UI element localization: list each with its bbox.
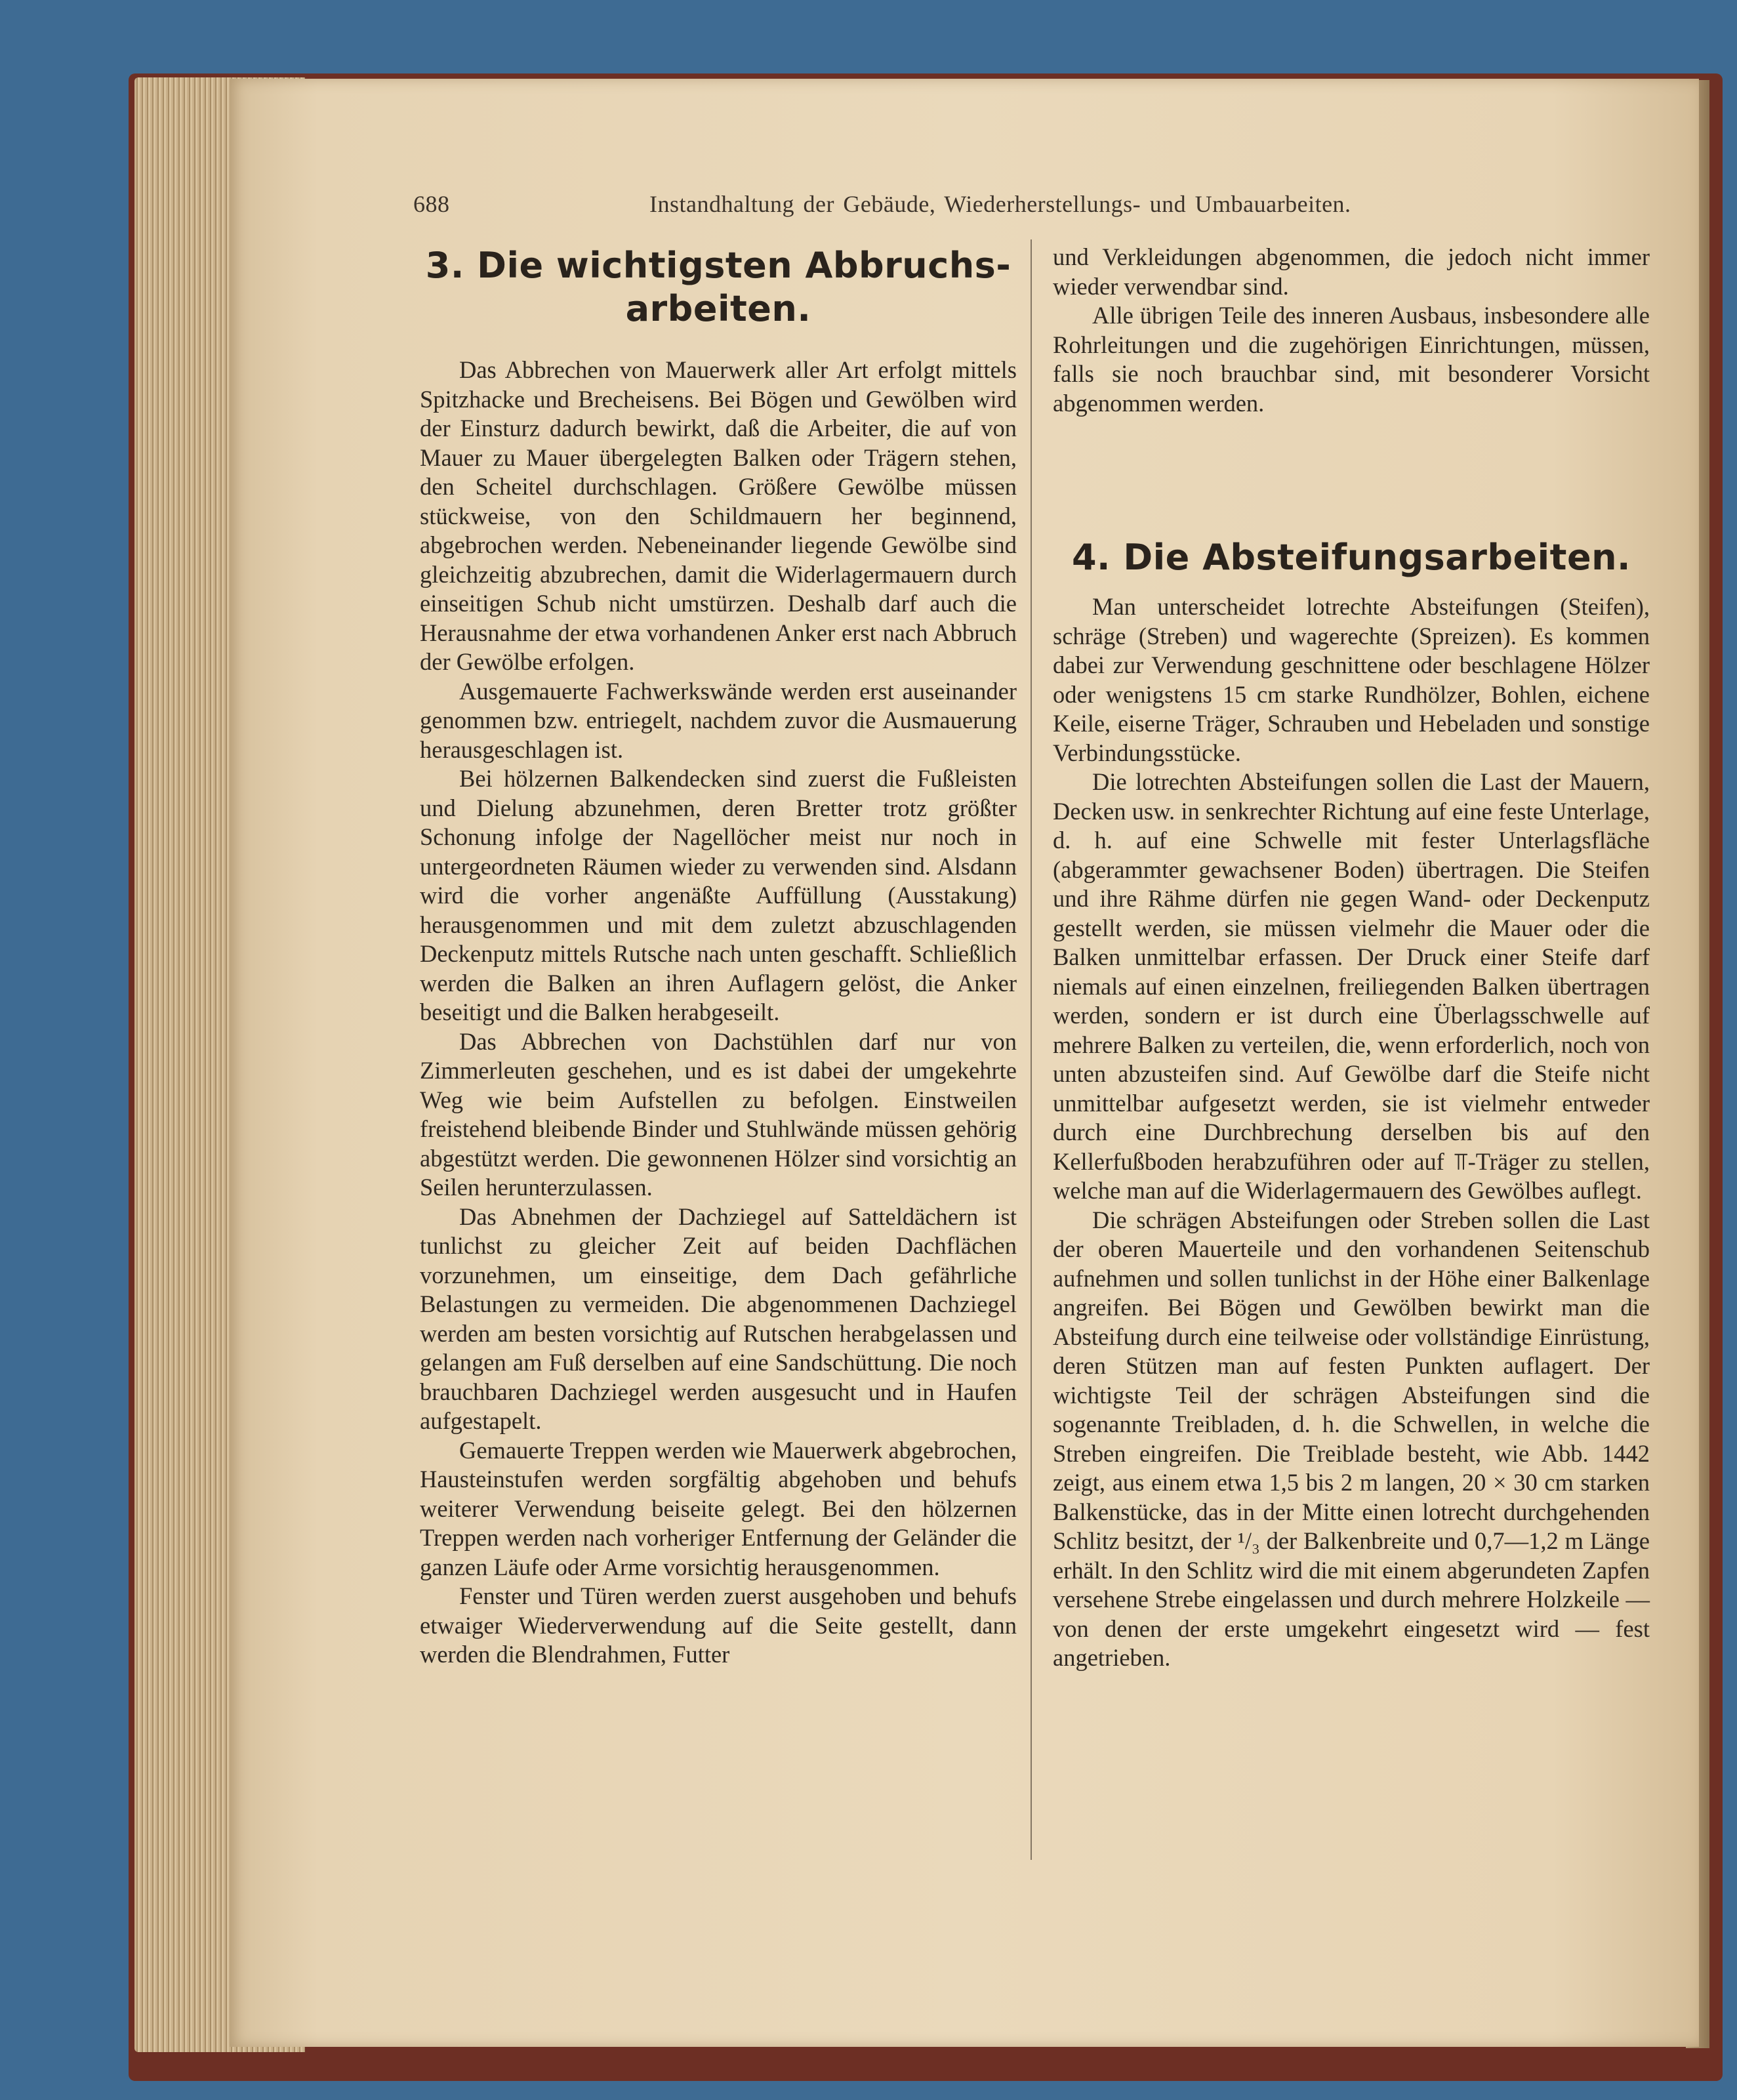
page-number: 688 — [413, 191, 450, 217]
paragraph: Die lotrechten Absteifungen sollen die Last der Mauern, Decken usw. in senkrechter Richtung auf eine feste Unterlage, d. h. auf eine Schwelle mit fester Unterlagsfläche (abgerammter gewachsener Boden) übertragen. Die Steifen und ihre Rähme dürfen nie gegen Wand- oder Deckenputz gestellt werden, sie müssen vielmehr die Mauer oder die Balken unmittelbar erfassen. Der Druck einer Steife darf niemals auf einen einzelnen, freiliegenden Balken übertragen werden, sondern er ist durch eine Überlagsschwelle auf mehrere Balken zu verteilen, die, wenn erforderlich, noch von unten abzusteifen sind. Auf Gewölbe darf die Steife nicht unmittelbar aufgesetzt werden, sie ist vielmehr entweder durch eine Durchbrechung derselben bis auf den Kellerfußboden herabzuführen oder auf ⫪-Träger zu stellen, welche man auf die Widerlagermauern des Gewölbes auflegt. — [1053, 768, 1650, 1204]
paragraph: Fenster und Türen werden zuerst ausgehoben und behufs etwaiger Wiederverwendung auf die Seite gestellt, dann werden die Blendrahmen, Futter — [420, 1582, 1017, 1668]
paragraph: Man unterscheidet lotrechte Absteifungen (Steifen), schräge (Streben) und wagerechte (Spreizen). Es kommen dabei zur Verwendung geschnittene oder beschlagene Hölzer oder wenigstens 15 cm starke Rundhölzer, Bohlen, eichene Keile, eiserne Träger, Schrauben und Hebeladen und sonstige Verbindungsstücke. — [1053, 593, 1650, 766]
paragraph: Das Abbrechen von Dachstühlen darf nur von Zimmerleuten geschehen, und es ist dabei der umgekehrte Weg wie beim Aufstellen zu befolgen. Einstweilen freistehend bleibende Binder und Stuhlwände müssen gehörig abgestützt werden. Die gewonnenen Hölzer sind vorsichtig an Seilen herunterzulassen. — [420, 1027, 1017, 1201]
paragraph: Das Abbrechen von Mauerwerk aller Art erfolgt mittels Spitzhacke und Brecheisens. Bei Bögen und Gewölben wird der Einsturz dadurch bewirkt, daß die Arbeiter, die auf von Mauer zu Mauer übergelegten Balken oder Trägern stehen, den Scheitel durchschlagen. Größere Gewölbe müssen stückweise, von den Schildmauern her beginnend, abgebrochen werden. Nebeneinander liegende Gewölbe sind gleichzeitig abzubrechen, damit die Widerlagermauern durch einseitigen Schub nicht umstürzen. Deshalb darf auch die Herausnahme der etwa vorhandenen Anker erst nach Abbruch der Gewölbe erfolgen. — [420, 356, 1017, 675]
continued-paragraph: und Verkleidungen abgenommen, die jedoch nicht immer wieder verwendbar sind. — [1053, 243, 1650, 300]
paragraph: Gemauerte Treppen werden wie Mauerwerk abgebrochen, Hausteinstufen werden sorgfältig abgehoben und behufs weiterer Verwendung beiseite gelegt. Bei den hölzernen Treppen werden nach vorheriger Entfernung der Geländer die ganzen Läufe oder Arme vorsichtig herausgenommen. — [420, 1436, 1017, 1580]
paragraph: Bei hölzernen Balkendecken sind zuerst die Fußleisten und Dielung abzunehmen, deren Bretter trotz größter Schonung infolge der Nagellöcher meist nur noch in untergeordneten Räumen wieder zu verwenden sind. Alsdann wird die vorher angenäßte Auffüllung (Ausstakung) herausgenommen und mit dem zuletzt abzuschlagenden Deckenputz mittels Rutsche nach unten geschafft. Schließlich werden die Balken an ihren Auflagern gelöst, die Anker beseitigt und die Balken herabgeseilt. — [420, 765, 1017, 1025]
left-column — [420, 243, 1017, 1670]
paragraph: Das Abnehmen der Dachziegel auf Satteldächern ist tunlichst zu gleicher Zeit auf beiden Dachflächen vorzunehmen, um einseitige, dem Dach gefährliche Belastungen zu vermeiden. Die abgenommenen Dachziegel werden am besten vorsichtig auf Rutschen herabgelassen und gelangen am Fuß derselben auf eine Sandschüttung. Die noch brauchbaren Dachziegel werden ausgesucht und in Haufen aufgestapelt. — [420, 1203, 1017, 1434]
paragraph: Die schrägen Absteifungen oder Streben sollen die Last der oberen Mauerteile und den vorhandenen Seitenschub aufnehmen und sollen tunlichst in der Höhe einer Balkenlage angreifen. Bei Bögen und Gewölben bewirkt man die Absteifung durch eine teilweise oder vollständige Einrüstung, deren Stützen man auf festen Punkten auflagert. Der wichtigste Teil der schrägen Absteifungen sind die sogenannte Treibladen, d. h. die Schwellen, in welche die Streben eingreifen. Die Treiblade besteht, wie Abb. 1442 zeigt, aus einem etwa 1,5 bis 2 m langen, 20 × 30 cm starken Balkenstücke, das in der Mitte einen lotrecht durchgehenden Schlitz besitzt, der ¹/₃ der Balkenbreite und 0,7—1,2 m Länge erhält. In den Schlitz wird die mit einem abgerundeten Zapfen versehene Strebe eingelassen und durch mehrere Holzkeile — von denen der erste umgekehrt eingesetzt wird — fest angetrieben. — [1053, 1206, 1650, 1671]
paragraph: Ausgemauerte Fachwerkswände werden erst auseinander genommen bzw. entriegelt, nachdem zuvor die Ausmauerung herausgeschlagen ist. — [420, 677, 1017, 763]
running-head — [413, 190, 1410, 223]
right-column — [1053, 243, 1650, 1673]
column-divider — [1031, 239, 1032, 1860]
section-heading-3: 3. Die wichtigsten Abbruchs-arbeiten. — [425, 245, 1012, 329]
section-heading-4: 4. Die Absteifungsarbeiten. — [1071, 537, 1631, 578]
running-title: Instandhaltung der Gebäude, Wiederherstellungs- und Umbauarbeiten. — [649, 191, 1351, 217]
paragraph: Alle übrigen Teile des inneren Ausbaus, insbesondere alle Rohrleitungen und die zugehörigen Einrichtungen, müssen, falls sie noch brauchbar sind, mit besonderer Vorsicht abgenommen werden. — [1053, 302, 1650, 417]
